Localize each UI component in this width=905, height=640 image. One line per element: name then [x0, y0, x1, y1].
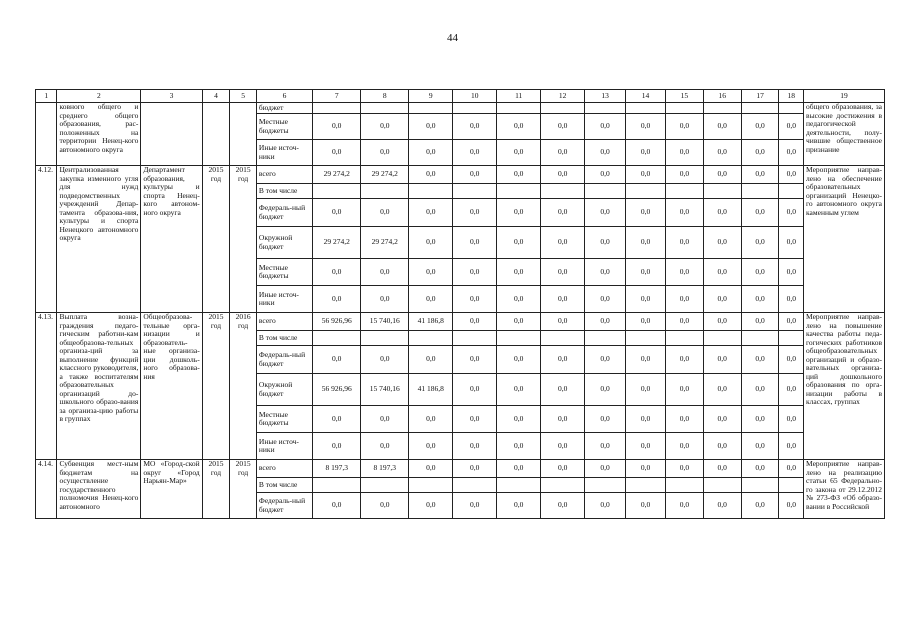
amount-cell [741, 103, 779, 114]
amount-cell: 0,0 [626, 259, 666, 286]
amount-cell: 0,0 [626, 199, 666, 227]
amount-cell: 0,0 [497, 313, 541, 331]
end-year: 2015 год [230, 460, 257, 519]
amount-cell [626, 184, 666, 199]
table-row [36, 103, 885, 114]
amount-cell: 0,0 [313, 406, 361, 433]
amount-cell: 0,0 [361, 114, 409, 140]
amount-cell: 0,0 [665, 166, 703, 184]
amount-cell: 0,0 [741, 406, 779, 433]
amount-cell: 0,0 [779, 460, 804, 478]
amount-cell: 41 186,8 [409, 374, 453, 406]
amount-cell [497, 331, 541, 346]
amount-cell [741, 478, 779, 493]
funding-source: Местные бюджеты [256, 259, 312, 286]
amount-cell: 0,0 [409, 346, 453, 374]
amount-cell [313, 103, 361, 114]
amount-cell: 0,0 [409, 114, 453, 140]
amount-cell: 0,0 [779, 259, 804, 286]
amount-cell: 0,0 [409, 460, 453, 478]
amount-cell: 0,0 [779, 493, 804, 519]
amount-cell: 0,0 [626, 406, 666, 433]
column-header: 13 [585, 90, 626, 103]
amount-cell: 0,0 [665, 227, 703, 259]
amount-cell: 0,0 [541, 433, 585, 460]
amount-cell: 0,0 [497, 114, 541, 140]
amount-cell [453, 331, 497, 346]
amount-cell: 0,0 [585, 374, 626, 406]
item-number: 4.14. [36, 460, 57, 519]
amount-cell: 0,0 [585, 313, 626, 331]
amount-cell: 0,0 [453, 433, 497, 460]
amount-cell: 0,0 [741, 166, 779, 184]
budget-table [35, 89, 885, 519]
amount-cell [703, 184, 741, 199]
amount-cell: 29 274,2 [313, 227, 361, 259]
amount-cell: 0,0 [313, 114, 361, 140]
amount-cell: 0,0 [741, 286, 779, 313]
amount-cell: 0,0 [497, 493, 541, 519]
amount-cell [313, 478, 361, 493]
column-header: 9 [409, 90, 453, 103]
amount-cell: 0,0 [665, 286, 703, 313]
amount-cell: 0,0 [453, 140, 497, 166]
amount-cell [409, 184, 453, 199]
amount-cell: 15 740,16 [361, 313, 409, 331]
amount-cell: 0,0 [779, 140, 804, 166]
amount-cell: 0,0 [453, 313, 497, 331]
funding-source: Местные бюджеты [256, 114, 312, 140]
amount-cell: 0,0 [703, 199, 741, 227]
amount-cell [409, 331, 453, 346]
item-note: Мероприятие направ-лено на обеспечение образовательных организаций Ненецко-го автономного округа каменным углем [804, 166, 885, 313]
amount-cell: 0,0 [585, 114, 626, 140]
amount-cell: 0,0 [409, 433, 453, 460]
amount-cell: 0,0 [741, 313, 779, 331]
amount-cell: 0,0 [541, 114, 585, 140]
amount-cell: 0,0 [741, 460, 779, 478]
amount-cell [361, 103, 409, 114]
page-number: 44 [447, 32, 458, 44]
amount-cell: 0,0 [703, 433, 741, 460]
amount-cell: 0,0 [741, 493, 779, 519]
amount-cell: 0,0 [741, 114, 779, 140]
amount-cell: 0,0 [541, 493, 585, 519]
amount-cell: 0,0 [665, 433, 703, 460]
amount-cell [585, 478, 626, 493]
item-number [36, 103, 57, 166]
start-year: 2015 год [202, 166, 230, 313]
amount-cell: 0,0 [779, 286, 804, 313]
amount-cell [541, 331, 585, 346]
funding-source: Окружной бюджет [256, 374, 312, 406]
amount-cell: 0,0 [779, 433, 804, 460]
column-header: 16 [703, 90, 741, 103]
amount-cell: 0,0 [313, 259, 361, 286]
start-year: 2015 год [202, 313, 230, 460]
amount-cell: 0,0 [779, 374, 804, 406]
amount-cell: 0,0 [585, 259, 626, 286]
amount-cell [779, 478, 804, 493]
item-name: Субвенция мест-ным бюджетам на осуществление государственного полномочия Ненец-кого автономного [57, 460, 141, 519]
amount-cell [585, 103, 626, 114]
amount-cell [497, 103, 541, 114]
amount-cell: 0,0 [703, 313, 741, 331]
amount-cell [626, 103, 666, 114]
item-note: Мероприятие направ-лено на реализацию статьи 65 Федерально-го закона от 29.12.2012 № 273-ФЗ «Об образо-вании в Российской [804, 460, 885, 519]
item-number: 4.13. [36, 313, 57, 460]
amount-cell: 0,0 [665, 114, 703, 140]
item-name: ковного общего и среднего общего образования, рас-положенных на территории Ненец-кого автономного округа [57, 103, 141, 166]
amount-cell [497, 184, 541, 199]
amount-cell: 0,0 [409, 493, 453, 519]
amount-cell: 0,0 [779, 227, 804, 259]
amount-cell: 0,0 [703, 493, 741, 519]
amount-cell: 0,0 [585, 346, 626, 374]
amount-cell: 0,0 [541, 406, 585, 433]
amount-cell: 8 197,3 [361, 460, 409, 478]
amount-cell [541, 478, 585, 493]
amount-cell: 0,0 [626, 346, 666, 374]
column-header: 5 [230, 90, 257, 103]
amount-cell: 0,0 [541, 346, 585, 374]
funding-source: всего [256, 166, 312, 184]
amount-cell: 0,0 [703, 374, 741, 406]
amount-cell: 0,0 [665, 460, 703, 478]
amount-cell: 0,0 [585, 199, 626, 227]
column-header: 2 [57, 90, 141, 103]
amount-cell: 0,0 [626, 460, 666, 478]
amount-cell: 0,0 [703, 460, 741, 478]
amount-cell: 0,0 [665, 374, 703, 406]
amount-cell [585, 331, 626, 346]
amount-cell: 0,0 [626, 140, 666, 166]
amount-cell: 0,0 [409, 259, 453, 286]
amount-cell [665, 103, 703, 114]
start-year [202, 103, 230, 166]
amount-cell [703, 103, 741, 114]
amount-cell: 0,0 [585, 166, 626, 184]
amount-cell [453, 478, 497, 493]
item-executor: Департамент образования, культуры и спорта Ненец-кого автоном-ного округа [141, 166, 202, 313]
column-header: 4 [202, 90, 230, 103]
funding-source: Иные источ-ники [256, 140, 312, 166]
amount-cell [626, 331, 666, 346]
amount-cell [313, 331, 361, 346]
amount-cell: 0,0 [361, 259, 409, 286]
amount-cell: 0,0 [779, 199, 804, 227]
amount-cell: 0,0 [585, 406, 626, 433]
amount-cell: 0,0 [313, 493, 361, 519]
amount-cell: 0,0 [453, 374, 497, 406]
amount-cell [626, 478, 666, 493]
amount-cell: 0,0 [497, 166, 541, 184]
amount-cell [361, 331, 409, 346]
amount-cell: 0,0 [626, 433, 666, 460]
amount-cell [703, 478, 741, 493]
amount-cell: 0,0 [779, 406, 804, 433]
amount-cell: 0,0 [665, 406, 703, 433]
amount-cell: 0,0 [361, 140, 409, 166]
column-header: 3 [141, 90, 202, 103]
amount-cell: 0,0 [703, 286, 741, 313]
amount-cell: 0,0 [626, 493, 666, 519]
amount-cell: 0,0 [541, 259, 585, 286]
amount-cell: 0,0 [703, 114, 741, 140]
amount-cell [541, 184, 585, 199]
end-year: 2015 год [230, 166, 257, 313]
amount-cell: 0,0 [665, 493, 703, 519]
column-header: 14 [626, 90, 666, 103]
amount-cell: 0,0 [313, 286, 361, 313]
amount-cell: 0,0 [313, 199, 361, 227]
amount-cell: 15 740,16 [361, 374, 409, 406]
amount-cell: 0,0 [703, 166, 741, 184]
amount-cell: 0,0 [453, 460, 497, 478]
amount-cell: 0,0 [665, 346, 703, 374]
start-year: 2015 год [202, 460, 230, 519]
amount-cell: 0,0 [703, 227, 741, 259]
amount-cell: 0,0 [741, 259, 779, 286]
column-header: 18 [779, 90, 804, 103]
amount-cell: 0,0 [313, 433, 361, 460]
amount-cell: 0,0 [703, 140, 741, 166]
table-row [36, 166, 885, 184]
item-executor: Общеобразова-тельные орга-низации и образователь-ные организа-ции дошколь-ного образова-ния [141, 313, 202, 460]
amount-cell: 0,0 [453, 166, 497, 184]
amount-cell: 0,0 [585, 433, 626, 460]
amount-cell: 0,0 [541, 140, 585, 166]
amount-cell: 0,0 [665, 259, 703, 286]
table-row [36, 313, 885, 331]
table-body [36, 90, 885, 519]
amount-cell: 29 274,2 [361, 227, 409, 259]
amount-cell: 56 926,96 [313, 374, 361, 406]
amount-cell [665, 331, 703, 346]
amount-cell: 0,0 [453, 286, 497, 313]
amount-cell [409, 478, 453, 493]
amount-cell [361, 478, 409, 493]
amount-cell: 29 274,2 [313, 166, 361, 184]
amount-cell: 0,0 [626, 227, 666, 259]
amount-cell: 0,0 [497, 406, 541, 433]
amount-cell: 0,0 [497, 433, 541, 460]
column-header: 15 [665, 90, 703, 103]
funding-source: Федераль-ный бюджет [256, 199, 312, 227]
amount-cell [665, 184, 703, 199]
amount-cell: 0,0 [665, 140, 703, 166]
amount-cell [453, 103, 497, 114]
amount-cell: 0,0 [409, 166, 453, 184]
funding-source: В том числе [256, 478, 312, 493]
amount-cell: 0,0 [497, 346, 541, 374]
amount-cell: 0,0 [541, 460, 585, 478]
amount-cell: 0,0 [409, 406, 453, 433]
amount-cell: 0,0 [313, 346, 361, 374]
amount-cell [409, 103, 453, 114]
end-year: 2016 год [230, 313, 257, 460]
amount-cell: 0,0 [626, 286, 666, 313]
amount-cell: 0,0 [703, 259, 741, 286]
amount-cell: 0,0 [541, 166, 585, 184]
amount-cell: 0,0 [585, 460, 626, 478]
amount-cell [741, 331, 779, 346]
amount-cell: 0,0 [585, 493, 626, 519]
amount-cell [665, 478, 703, 493]
column-header: 11 [497, 90, 541, 103]
column-header: 1 [36, 90, 57, 103]
item-note: Мероприятие направ-лено на повышение качества работы педа-гогических работников общеобразовательных организаций и образо-вательных организа-ций дошкольного образования по орга-низации работы в классах, группах [804, 313, 885, 460]
amount-cell [453, 184, 497, 199]
funding-source: Иные источ-ники [256, 286, 312, 313]
amount-cell: 0,0 [585, 286, 626, 313]
amount-cell: 0,0 [453, 114, 497, 140]
amount-cell [497, 478, 541, 493]
item-number: 4.12. [36, 166, 57, 313]
end-year [230, 103, 257, 166]
funding-source: Федераль-ный бюджет [256, 493, 312, 519]
amount-cell: 0,0 [665, 199, 703, 227]
funding-source: Местные бюджеты [256, 406, 312, 433]
column-header: 8 [361, 90, 409, 103]
amount-cell: 0,0 [741, 433, 779, 460]
amount-cell: 41 186,8 [409, 313, 453, 331]
funding-source: всего [256, 460, 312, 478]
amount-cell: 0,0 [585, 227, 626, 259]
amount-cell: 0,0 [665, 313, 703, 331]
table-row [36, 460, 885, 478]
funding-source: бюджет [256, 103, 312, 114]
amount-cell: 0,0 [703, 346, 741, 374]
funding-source: В том числе [256, 331, 312, 346]
amount-cell: 8 197,3 [313, 460, 361, 478]
amount-cell: 29 274,2 [361, 166, 409, 184]
amount-cell: 0,0 [541, 227, 585, 259]
amount-cell: 0,0 [453, 227, 497, 259]
amount-cell: 0,0 [497, 259, 541, 286]
amount-cell: 0,0 [409, 199, 453, 227]
amount-cell: 0,0 [741, 199, 779, 227]
amount-cell: 0,0 [453, 259, 497, 286]
amount-cell: 0,0 [361, 493, 409, 519]
amount-cell: 0,0 [497, 199, 541, 227]
item-name: Выплата возна-граждения педаго-гическим работни-кам общеобразова-тельных организа-ций за выполнение функций классного руководителя, а также воспитателям образовательных организаций до-школьного образо-вания за организа-цию работы в группах [57, 313, 141, 460]
amount-cell: 0,0 [626, 114, 666, 140]
amount-cell [779, 103, 804, 114]
amount-cell [779, 184, 804, 199]
amount-cell [585, 184, 626, 199]
amount-cell: 0,0 [409, 286, 453, 313]
funding-source: Окружной бюджет [256, 227, 312, 259]
item-name: Централизованная закупка изменного угля для нужд подведомственных учреждений Депар-тамента образова-ния, культуры и спорта Ненецкого автономного округа [57, 166, 141, 313]
amount-cell: 0,0 [361, 433, 409, 460]
column-header: 10 [453, 90, 497, 103]
amount-cell: 56 926,96 [313, 313, 361, 331]
amount-cell: 0,0 [497, 286, 541, 313]
amount-cell: 0,0 [779, 346, 804, 374]
amount-cell: 0,0 [626, 313, 666, 331]
amount-cell: 0,0 [361, 286, 409, 313]
column-header: 19 [804, 90, 885, 103]
amount-cell: 0,0 [409, 140, 453, 166]
funding-source: Иные источ-ники [256, 433, 312, 460]
header-row [36, 90, 885, 103]
amount-cell: 0,0 [541, 374, 585, 406]
amount-cell: 0,0 [409, 227, 453, 259]
amount-cell: 0,0 [703, 406, 741, 433]
amount-cell: 0,0 [497, 140, 541, 166]
amount-cell: 0,0 [361, 346, 409, 374]
amount-cell [741, 184, 779, 199]
amount-cell: 0,0 [626, 166, 666, 184]
amount-cell [779, 331, 804, 346]
amount-cell [703, 331, 741, 346]
amount-cell: 0,0 [453, 199, 497, 227]
column-header: 17 [741, 90, 779, 103]
amount-cell: 0,0 [741, 374, 779, 406]
amount-cell: 0,0 [497, 227, 541, 259]
amount-cell: 0,0 [779, 313, 804, 331]
column-header: 6 [256, 90, 312, 103]
amount-cell: 0,0 [453, 406, 497, 433]
item-note: общего образования, за высокие достижения в педагогической деятельности, полу-чившие общественное признание [804, 103, 885, 166]
item-executor: МО «Город-ской округ «Город Нарьян-Мар» [141, 460, 202, 519]
column-header: 7 [313, 90, 361, 103]
amount-cell: 0,0 [497, 460, 541, 478]
amount-cell: 0,0 [313, 140, 361, 166]
item-executor [141, 103, 202, 166]
amount-cell: 0,0 [453, 346, 497, 374]
amount-cell: 0,0 [741, 227, 779, 259]
amount-cell [313, 184, 361, 199]
column-header: 12 [541, 90, 585, 103]
amount-cell [361, 184, 409, 199]
amount-cell: 0,0 [361, 406, 409, 433]
amount-cell: 0,0 [453, 493, 497, 519]
amount-cell: 0,0 [541, 286, 585, 313]
funding-source: всего [256, 313, 312, 331]
amount-cell [541, 103, 585, 114]
amount-cell: 0,0 [779, 114, 804, 140]
amount-cell: 0,0 [626, 374, 666, 406]
funding-source: В том числе [256, 184, 312, 199]
amount-cell: 0,0 [361, 199, 409, 227]
amount-cell: 0,0 [741, 140, 779, 166]
amount-cell: 0,0 [497, 374, 541, 406]
amount-cell: 0,0 [741, 346, 779, 374]
amount-cell: 0,0 [585, 140, 626, 166]
amount-cell: 0,0 [779, 166, 804, 184]
amount-cell: 0,0 [541, 199, 585, 227]
amount-cell: 0,0 [541, 313, 585, 331]
funding-source: Федераль-ный бюджет [256, 346, 312, 374]
